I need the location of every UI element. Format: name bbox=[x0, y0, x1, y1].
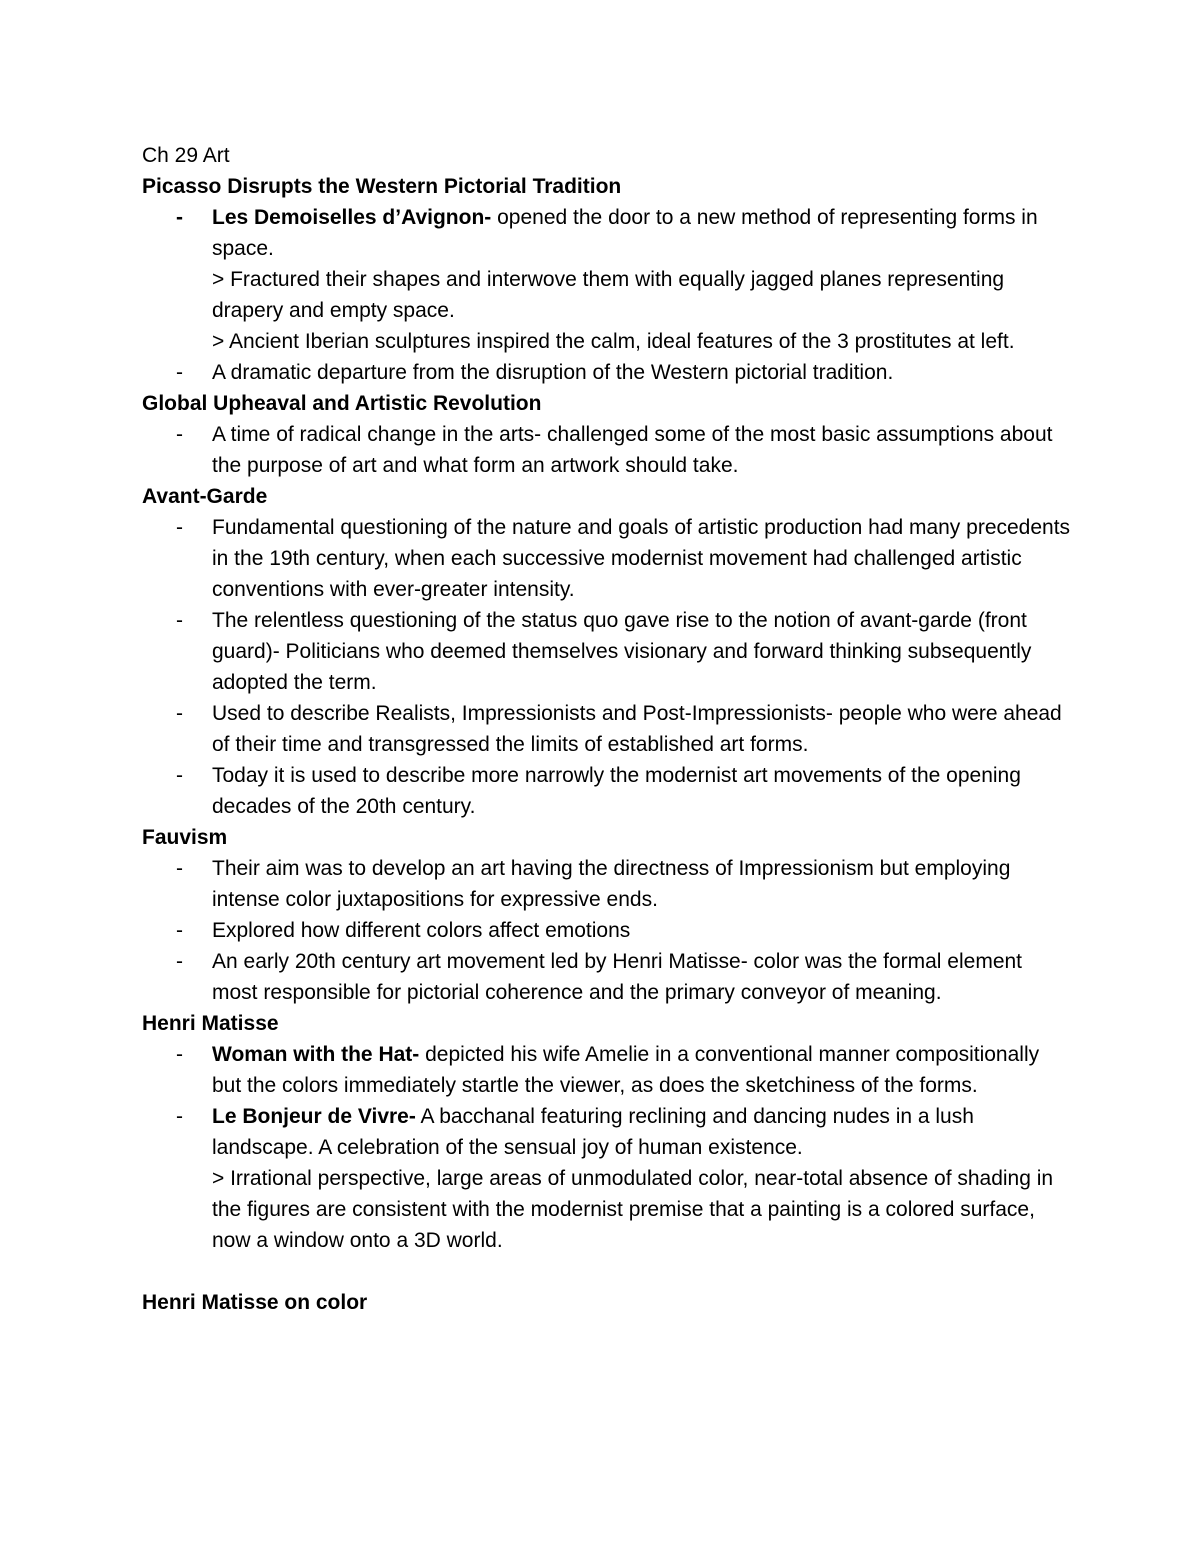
bullet-list bbox=[142, 512, 1072, 822]
item-text: Used to describe Realists, Impressionists and Post-Impressionists- people who were ahead of their time and transgressed the limits of established art forms. bbox=[212, 702, 1062, 756]
final-heading: Henri Matisse on color bbox=[142, 1291, 368, 1314]
dash-bullet: - bbox=[176, 609, 183, 632]
artwork-term: Les Demoiselles d’Avignon- bbox=[212, 206, 492, 229]
item-text: Their aim was to develop an art having the directness of Impressionism but employing intense color juxtapositions for expressive ends. bbox=[212, 857, 1011, 911]
list-item bbox=[142, 605, 1072, 698]
dash-bullet: - bbox=[176, 361, 183, 384]
section-heading: Henri Matisse bbox=[142, 1012, 279, 1035]
item-text: Today it is used to describe more narrowly the modernist art movements of the opening decades of the 20th century. bbox=[212, 764, 1021, 818]
list-item bbox=[142, 1039, 1072, 1101]
item-text: Fundamental questioning of the nature and goals of artistic production had many precedents in the 19th century, when each successive modernist movement had challenged artistic conventions with ever-greater intensity. bbox=[212, 516, 1071, 601]
bullet-list bbox=[142, 1039, 1072, 1256]
dash-bullet: - bbox=[176, 764, 183, 787]
list-item bbox=[142, 419, 1072, 481]
document-title: Ch 29 Art bbox=[142, 144, 230, 167]
list-item bbox=[142, 1101, 1072, 1256]
sub-point: > Ancient Iberian sculptures inspired the calm, ideal features of the 3 prostitutes at left. bbox=[212, 330, 1015, 353]
list-item bbox=[142, 698, 1072, 760]
item-text: An early 20th century art movement led by Henri Matisse- color was the formal element most responsible for pictorial coherence and the primary conveyor of meaning. bbox=[212, 950, 1023, 1004]
list-item bbox=[142, 915, 1072, 946]
item-text: depicted his wife Amelie in a conventional manner compositionally but the colors immediately startle the viewer, as does the sketchiness of the forms. bbox=[212, 1043, 1040, 1097]
dash-bullet: - bbox=[176, 516, 183, 539]
dash-bullet: - bbox=[176, 1105, 183, 1128]
artwork-term: Woman with the Hat- bbox=[212, 1043, 420, 1066]
item-text: The relentless questioning of the status quo gave rise to the notion of avant-garde (front guard)- Politicians who deemed themselves visionary and forward thinking subsequently adopted the term. bbox=[212, 609, 1032, 694]
section-heading: Picasso Disrupts the Western Pictorial Tradition bbox=[142, 175, 622, 198]
section-heading: Fauvism bbox=[142, 826, 228, 849]
blank-line bbox=[142, 1256, 1072, 1287]
dash-bullet: - bbox=[176, 206, 183, 229]
section-heading: Avant-Garde bbox=[142, 485, 268, 508]
dash-bullet: - bbox=[176, 423, 183, 446]
list-item bbox=[142, 946, 1072, 1008]
bullet-list bbox=[142, 202, 1072, 388]
sub-point: > Fractured their shapes and interwove them with equally jagged planes representing drapery and empty space. bbox=[212, 268, 1005, 322]
dash-bullet: - bbox=[176, 702, 183, 725]
artwork-term: Le Bonjeur de Vivre- bbox=[212, 1105, 416, 1128]
document-page bbox=[142, 140, 1072, 1318]
item-text: A dramatic departure from the disruption of the Western pictorial tradition. bbox=[212, 361, 894, 384]
section-heading: Global Upheaval and Artistic Revolution bbox=[142, 392, 542, 415]
dash-bullet: - bbox=[176, 950, 183, 973]
bullet-list bbox=[142, 419, 1072, 481]
list-item bbox=[142, 760, 1072, 822]
dash-bullet: - bbox=[176, 1043, 183, 1066]
dash-bullet: - bbox=[176, 919, 183, 942]
item-text: A bacchanal featuring reclining and dancing nudes in a lush landscape. A celebration of the sensual joy of human existence. bbox=[212, 1105, 974, 1159]
list-item bbox=[142, 202, 1072, 357]
item-text: Explored how different colors affect emotions bbox=[212, 919, 631, 942]
list-item bbox=[142, 512, 1072, 605]
bullet-list bbox=[142, 853, 1072, 1008]
list-item bbox=[142, 357, 1072, 388]
item-text: opened the door to a new method of representing forms in space. bbox=[212, 206, 1038, 260]
sub-point: > Irrational perspective, large areas of unmodulated color, near-total absence of shading in the figures are consistent with the modernist premise that a painting is a colored surface, now a window onto a 3D world. bbox=[212, 1167, 1054, 1252]
item-text: A time of radical change in the arts- challenged some of the most basic assumptions about the purpose of art and what form an artwork should take. bbox=[212, 423, 1053, 477]
list-item bbox=[142, 853, 1072, 915]
dash-bullet: - bbox=[176, 857, 183, 880]
